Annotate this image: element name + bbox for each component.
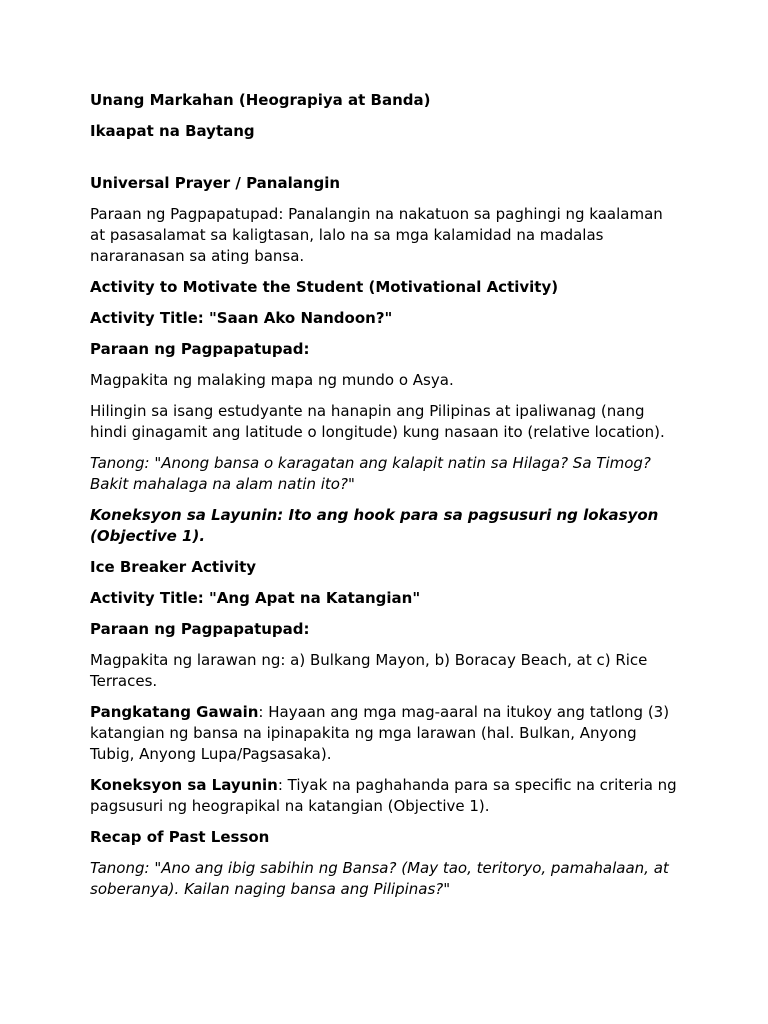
grade-level: Ikaapat na Baytang [90,122,255,140]
recap-question [90,858,680,900]
motivation-heading: Activity to Motivate the Student (Motivational Activity) [90,278,559,296]
motivation-step-2: Hilingin sa isang estudyante na hanapin ang Pilipinas at ipaliwanag (nang hindi ginagamit ang latitude o longitude) kung nasaan ito (relative location). [90,402,665,441]
icebreaker-heading: Ice Breaker Activity [90,558,257,576]
icebreaker-connection [90,775,680,817]
icebreaker-procedure-heading: Paraan ng Pagpapatupad: [90,620,310,638]
motivation-question-end: " [347,475,355,493]
motivation-question-text: Tanong: "Anong bansa o karagatan ang kalapit natin sa Hilaga? Sa Timog? Bakit mahalaga na alam natin ito? [90,454,651,493]
motivation-procedure-heading: Paraan ng Pagpapatupad: [90,340,310,358]
icebreaker-step-1: Magpakita ng larawan ng: a) Bulkang Mayon, b) Boracay Beach, at c) Rice Terraces. [90,651,648,690]
prayer-heading: Universal Prayer / Panalangin [90,174,341,192]
motivation-activity-title: Activity Title: "Saan Ako Nandoon?" [90,309,393,327]
document-title: Unang Markahan (Heograpiya at Banda) [90,91,431,109]
icebreaker-activity-title: Activity Title: "Ang Apat na Katangian" [90,589,421,607]
motivation-question [90,453,680,495]
recap-question-end: " [443,880,451,898]
document-page [90,90,680,910]
recap-question-text: Tanong: "Ano ang ibig sabihin ng Bansa? (May tao, teritoryo, pamahalaan, at soberanya). Kailan naging bansa ang Pilipinas? [90,859,669,898]
icebreaker-connection-text: : Tiyak na paghahanda para sa specific na criteria ng pagsusuri ng heograpikal na katangian (Objective 1). [90,776,677,815]
icebreaker-group-text: : Hayaan ang mga mag-aaral na itukoy ang tatlong (3) katangian ng bansa na ipinapakita ng mga larawan (hal. Bulkan, Anyong Tubig, Anyong Lupa/Pagsasaka). [90,703,670,763]
icebreaker-connection-label: Koneksyon sa Layunin [90,776,278,794]
motivation-connection: Koneksyon sa Layunin: Ito ang hook para sa pagsusuri ng lokasyon (Objective 1). [90,506,659,545]
motivation-step-1: Magpakita ng malaking mapa ng mundo o Asya. [90,371,454,389]
recap-heading: Recap of Past Lesson [90,828,270,846]
prayer-text: Paraan ng Pagpapatupad: Panalangin na nakatuon sa paghingi ng kaalaman at pasasalamat sa kaligtasan, lalo na sa mga kalamidad na madalas nararanasan sa ating bansa. [90,205,663,265]
icebreaker-group-label: Pangkatang Gawain [90,703,259,721]
icebreaker-group-activity [90,702,680,765]
